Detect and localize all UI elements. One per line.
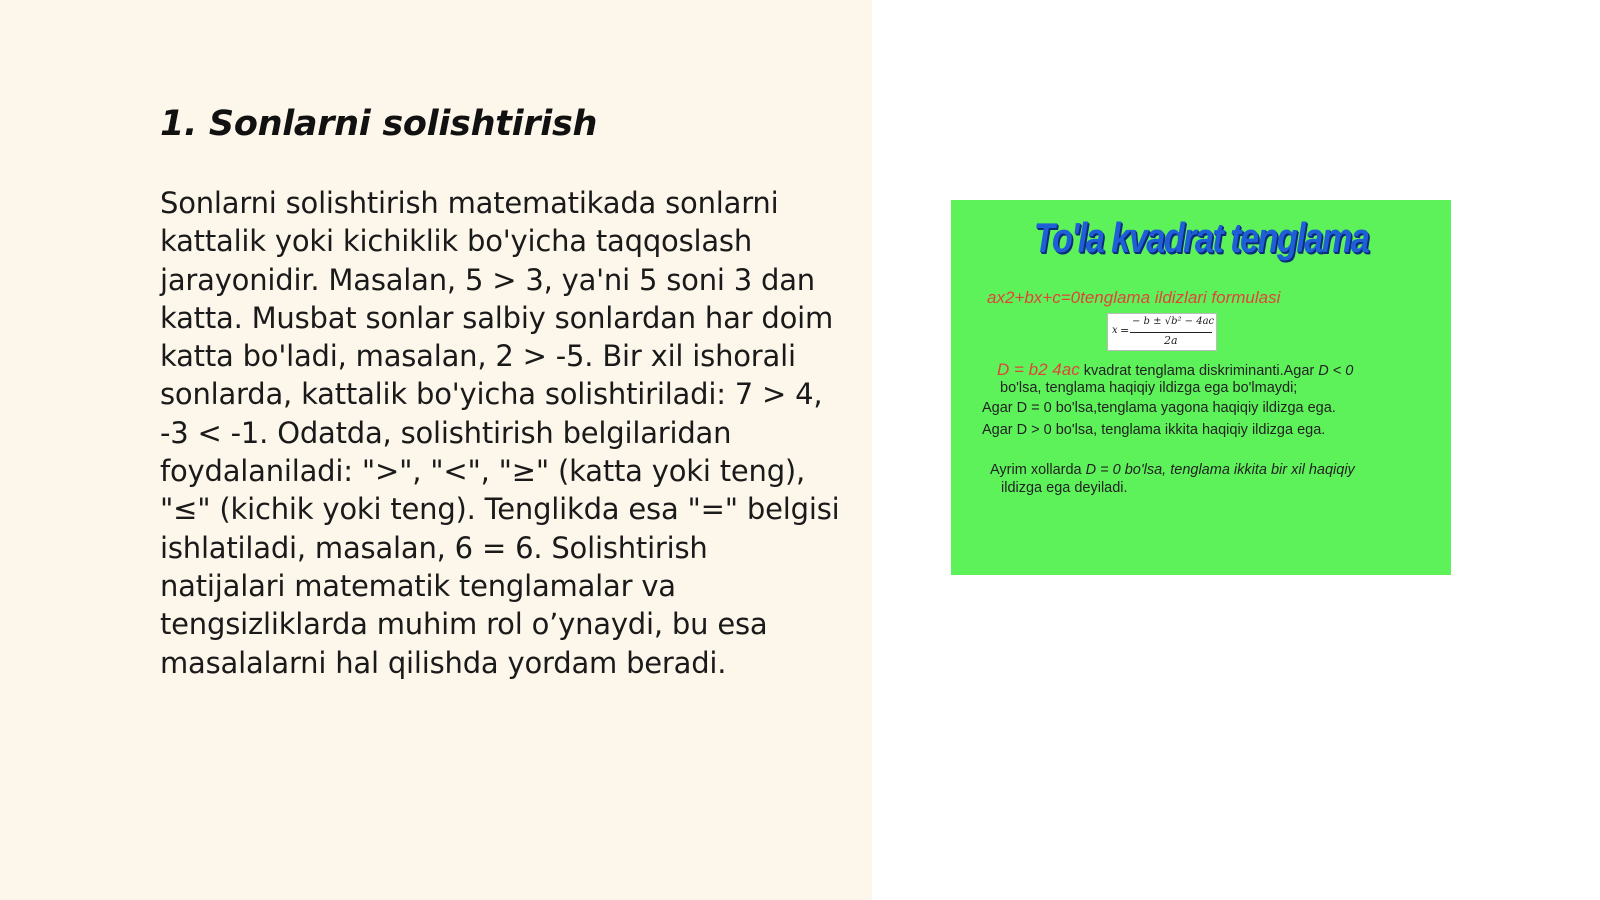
formula-numerator: − b ± √b² − 4ac [1132, 316, 1215, 327]
formula-lhs: x [1112, 325, 1118, 336]
slide-body-text: Sonlarni solishtirish matematikada sonlarni kattalik yoki kichiklik bo'yicha taqqoslash jarayonidir. Masalan, 5 > 3, ya'ni 5 soni 3 dan katta. Musbat sonlar salbiy sonlardan har doim katta bo'ladi, masalan, 2 > -5. Bir xil ishorali sonlarda, kattalik bo'yicha solishtiriladi: 7 > 4, -3 < -1. Odatda, solishtirish belgilaridan foydalaniladi: ">", "<", "≥" (katta yoki teng), "≤" (kichik yoki teng). Tenglikda esa "=" belgisi ishlatiladi, masalan, 6 = 6. Solishtirish natijalari matematik tenglamalar va tengsizliklarda muhim rol o’ynaydi, bu esa masalalarni hal qilishda yordam beradi. [160, 186, 840, 680]
formula-equals: = [1120, 324, 1130, 337]
discriminant-line [997, 360, 1353, 380]
slide-title: 1. Sonlarni solishtirish [160, 104, 598, 144]
special-case-line-2: ildizga ega deyiladi. [1001, 480, 1128, 496]
quadratic-equation-image [951, 200, 1451, 575]
no-real-roots-line: bo'lsa, tenglama haqiqiy ildizga ega bo'lmaydi; [1000, 380, 1298, 396]
special-text-1: Ayrim xollarda [990, 462, 1082, 478]
discriminant-condition: D < 0 [1318, 363, 1354, 379]
fraction-bar [1130, 332, 1212, 333]
quadratic-formula [1107, 313, 1217, 351]
two-roots-line: Agar D > 0 bo'lsa, tenglama ikkita haqiqiy ildizga ega. [982, 422, 1326, 438]
image-heading: To'la kvadrat tenglama [1033, 214, 1369, 261]
special-case-line [990, 462, 1355, 478]
one-root-line: Agar D = 0 bo'lsa,tenglama yagona haqiqiy ildizga ega. [982, 400, 1336, 416]
formula-caption: ax2+bx+c=0tenglama ildizlari formulasi [987, 288, 1281, 307]
discriminant-text: kvadrat tenglama diskriminanti.Agar [1083, 363, 1315, 379]
formula-denominator: 2a [1164, 334, 1178, 347]
special-condition: D = 0 bo'lsa, [1085, 462, 1167, 478]
special-text-2: tenglama ikkita bir xil haqiqiy [1170, 462, 1355, 478]
discriminant-expr: D = b2 4ac [997, 360, 1080, 379]
